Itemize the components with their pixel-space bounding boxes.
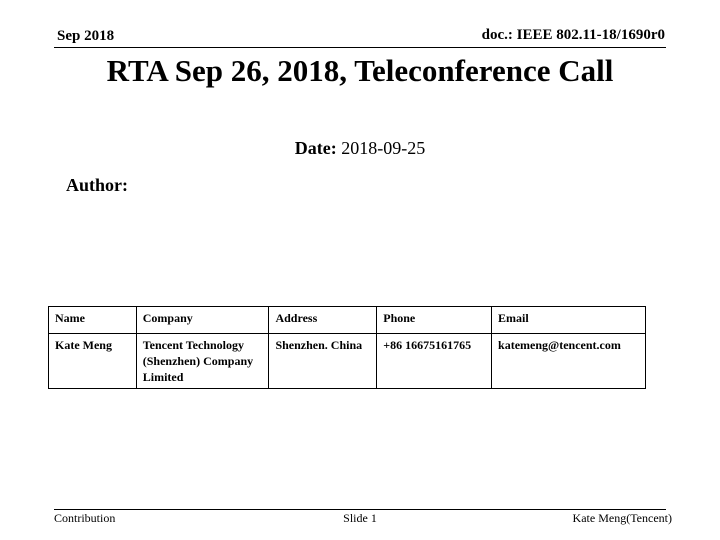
column-header-email: Email — [492, 307, 646, 334]
header-divider — [54, 47, 666, 48]
author-email-cell: katemeng@tencent.com — [492, 334, 646, 389]
header-date: Sep 2018 — [57, 28, 115, 44]
author-name-cell: Kate Meng — [49, 334, 137, 389]
header-doc-id: doc.: IEEE 802.11-18/1690r0 — [481, 27, 665, 43]
column-header-phone: Phone — [377, 307, 492, 334]
footer-right: Kate Meng(Tencent) — [572, 511, 672, 525]
slide-title: RTA Sep 26, 2018, Teleconference Call — [106, 53, 614, 88]
table-header-row — [49, 307, 646, 334]
author-address-cell: Shenzhen. China — [269, 334, 377, 389]
date-line — [0, 138, 720, 159]
author-label: Author: — [66, 175, 128, 195]
author-company-cell: Tencent Technology (Shenzhen) Company Limited — [136, 334, 269, 389]
column-header-company: Company — [136, 307, 269, 334]
table-row — [49, 334, 646, 389]
date-value: 2018-09-25 — [341, 138, 426, 158]
author-phone-cell: +86 16675161765 — [377, 334, 492, 389]
authors-table — [48, 306, 646, 389]
slide-number: Slide 1 — [343, 511, 377, 525]
column-header-address: Address — [269, 307, 377, 334]
footer-left: Contribution — [54, 511, 116, 525]
column-header-name: Name — [49, 307, 137, 334]
footer-divider — [54, 509, 666, 510]
date-label: Date: — [294, 138, 337, 158]
